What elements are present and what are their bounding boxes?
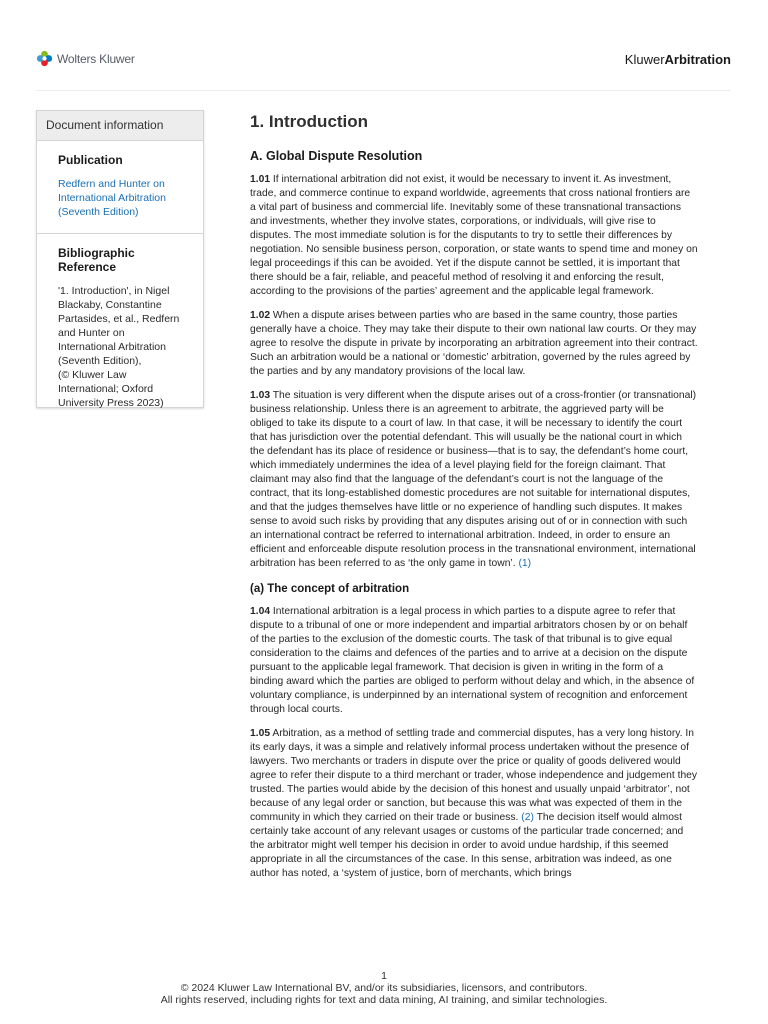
paragraph-text: The situation is very different when the dispute arises out of a cross-frontier (or transnational) business relationship. Unless there is an agreement to arbitrate, the aggrieved party will be obliged to take its dispute to a court of law. In that case, it will be necessary to identify the court that has jurisdiction over the potential defendant. This will usually be the national court in which the defendant has its place of residence or business—that is to say, the defendant’s home court, which immediately undermines the idea of a level playing field for the foreign claimant. That claimant may also find that the language of the defendant’s court is not the language of the contract, that its long-established domestic procedures are not suitable for international disputes, and that the judges themselves have little or no experience of handling such disputes. It makes sense to avoid such risks by providing that any disputes arising out of or in connection with such an international contract be referred to international arbitration. Indeed, in order to ensure an efficient and enforceable dispute resolution process in the transnational environment, international arbitration has been referred to as ‘the only game in town’. [250,390,697,569]
paragraph-number: 1.02 [250,310,271,321]
publication-link[interactable]: Redfern and Hunter on International Arbitration (Seventh Edition) [58,178,166,218]
wolters-kluwer-logo[interactable] [36,50,135,67]
paragraph-text-continued: The decision itself would almost certainly take account of any relevant usages or customs of the particular trade concerned; and the arbitrator might well temper his decision in order to avoid undue hardship, if this seemed appropriate in all the circumstances of the case. In this sense, arbitration was indeed, as one author has noted, a ‘system of justice, born of merchants, which brings [250,812,684,879]
page-title: 1. Introduction [250,112,369,131]
footnote-link-2[interactable]: (2) [521,812,534,823]
header-divider [36,90,731,91]
paragraph-number: 1.03 [250,390,271,401]
paragraph-text: Arbitration, as a method of settling trade and commercial disputes, has a very long history. In its early days, it was a simple and relatively informal process undertaken without the presence of lawyers. Two merchants or traders in dispute over the price or quality of goods delivered would agree to refer their dispute to a third merchant or trader, whose independence and judgement they trusted. The parties would abide by the decision of this honest and usually unpaid ‘arbitrator’, not because of any legal order or sanction, but because this was what was expected of them in the community in which they carried on their trade or business. [250,728,698,823]
section-heading-a: A. Global Dispute Resolution [250,149,423,163]
paragraph-number: 1.05 [250,728,271,739]
publication-label: Publication [58,153,123,167]
bib-line: and Hunter on [58,327,125,339]
bib-line: '1. Introduction', in Nigel [58,285,170,297]
document-information-heading: Document information [37,111,203,141]
bib-line: Partasides, et al., Redfern [58,313,180,325]
paragraph-number: 1.01 [250,174,271,185]
paragraph-1-02 [250,309,698,379]
bib-line: Blackaby, Constantine [58,299,162,311]
paragraph-text: International arbitration is a legal process in which parties to a dispute agree to refer that dispute to a tribunal of one or more independent and impartial arbitrators chosen by or on behalf of the parties to the exclusion of the domestic courts. The task of that tribunal is to give equal consideration to the claims and defences of the parties and to arrive at a decision on the dispute pursuant to the applicable legal framework. That decision is given in writing in the form of a binding award which the parties are obliged to perform without delay and which, in the absence of voluntary compliance, is underpinned by an international system of recognition and enforcement through local courts. [250,606,695,715]
bibliographic-reference-text [58,284,193,410]
publication-section [37,141,203,219]
paragraph-number: 1.04 [250,606,271,617]
paragraph-text: If international arbitration did not exist, it would be necessary to invent it. As investment, trade, and commerce continue to expand worldwide, agreements that cross national frontiers are a vital part of business and commercial life. Inevitably some of these transnational transactions and investments, whether they involve states, corporations, or individuals, will give rise to disputes. The most immediate solution is for the disputants to try to settle their differences by negotiation. No sensible business person, corporation, or state wants to spend time and money on legal proceedings if this can be avoided. Yet if the dispute cannot be settled, it is important that there should be a fair, reliable, and peaceful method of resolving it and enforcing the result, according to the provisions of the parties’ agreement and the applicable legal framework. [250,174,698,297]
bibliographic-reference-label: Bibliographic Reference [58,246,135,274]
brand-regular: Kluwer [624,52,665,67]
paragraph-1-04 [250,605,698,717]
wolters-kluwer-logo-icon [36,50,53,67]
paragraph-1-01 [250,173,698,299]
main-content [250,110,698,881]
paragraph-text: When a dispute arises between parties who are based in the same country, those parties generally have a choice. They may take their dispute to their own national law courts. Or they may agree to resolve the dispute in private by incorporating an arbitration agreement into their contract. Such an arbitration would be a national or ‘domestic’ arbitration, governed by the rules agreed by the parties and by any mandatory provisions of the local law. [250,310,698,377]
subsection-heading-a: (a) The concept of arbitration [250,583,410,595]
kluwer-arbitration-brand[interactable] [625,52,731,67]
bib-line: International; Oxford [58,383,154,395]
bib-line: (© Kluwer Law [58,369,127,381]
bib-line: (Seventh Edition), [58,355,142,367]
footnote-link-1[interactable]: (1) [518,558,532,569]
copyright-line: © 2024 Kluwer Law International BV, and/or its subsidiaries, licensors, and contributors. [180,982,588,994]
paragraph-1-05 [250,727,698,881]
rights-line: All rights reserved, including rights for text and data mining, AI training, and similar technologies. [160,994,608,1006]
bib-line: University Press 2023) [58,397,164,409]
document-information-panel [36,110,204,408]
page-footer [0,970,768,1006]
logo-text: Wolters Kluwer [57,51,135,66]
paragraph-1-03 [250,389,698,571]
brand-bold: Arbitration [664,52,731,67]
bib-line: International Arbitration [58,341,166,353]
page-number: 1 [381,970,387,982]
page-header [36,50,731,70]
bibliographic-reference-section [37,234,203,410]
